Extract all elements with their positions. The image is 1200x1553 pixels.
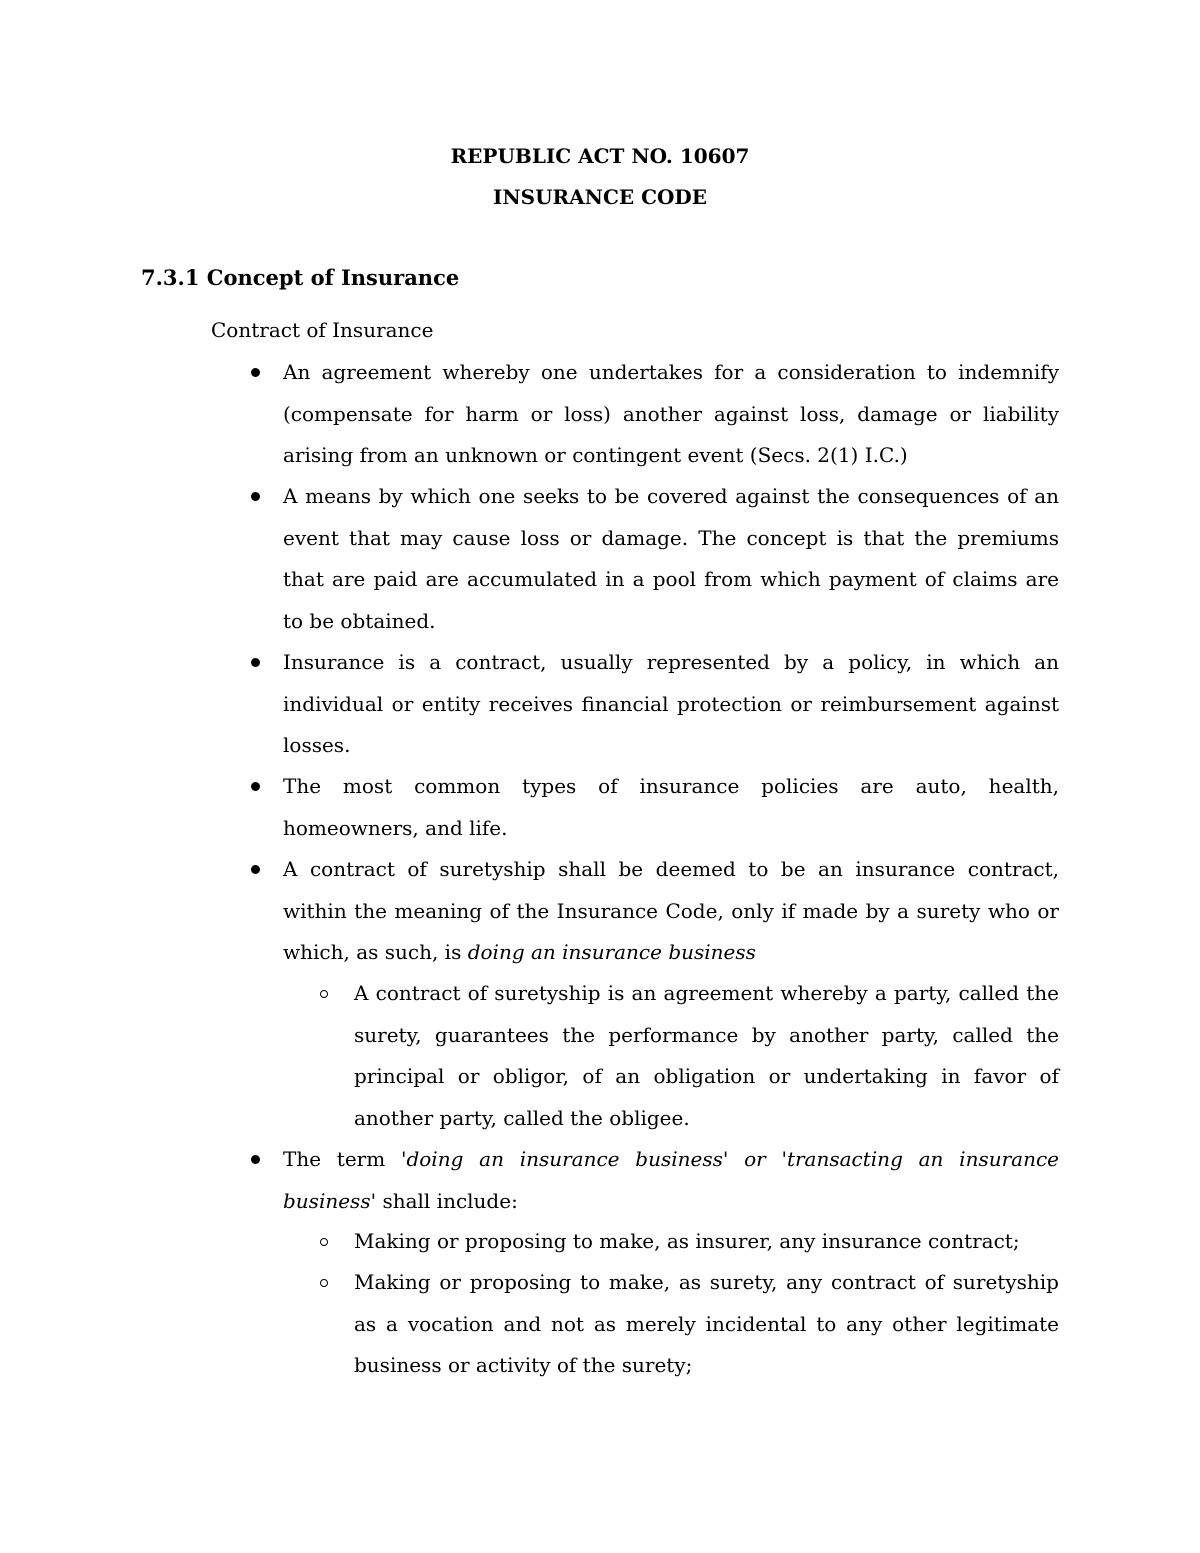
bullet-icon (251, 1155, 260, 1164)
list-item-italic: 'doing an insurance business' or 'transacting an insurance business' (283, 1147, 1060, 1213)
list-item: An agreement whereby one undertakes for a consideration to indemnify (compensate for harm or loss) another against loss, damage or liability arising from an unknown or contingent event (Secs. 2(1) I.C.) (283, 360, 1059, 467)
list-item: A means by which one seeks to be covered against the consequences of an event that may cause loss or damage. The concept is that the premiums that are paid are accumulated in a pool from which payment of claims are to be obtained. (283, 484, 1059, 633)
list-item-text: The term (283, 1147, 401, 1171)
bullet-icon (251, 368, 260, 377)
list-item-italic: doing an insurance business (467, 940, 756, 964)
act-title: REPUBLIC ACT NO. 10607 (450, 144, 750, 168)
code-title: INSURANCE CODE (493, 185, 707, 209)
bullet-icon (251, 492, 260, 501)
sub-bullet-icon (320, 1279, 328, 1287)
list-item (283, 1139, 1059, 1222)
section-heading: 7.3.1 Concept of Insurance (141, 265, 460, 290)
list-item-text-after: shall include: (376, 1188, 518, 1213)
list-item-text: A contract of suretyship shall be deemed to be an insurance contract, within the meaning of the Insurance Code, only if made by a surety who or which, as such, is (283, 857, 1059, 964)
bullet-icon (251, 782, 260, 791)
sub-list-item: A contract of suretyship is an agreement whereby a party, called the surety, guarantees the performance by another party, called the principal or obligor, of an obligation or undertaking in favor of another party, called the obligee. (354, 981, 1059, 1130)
list-item: Insurance is a contract, usually represented by a policy, in which an individual or entity receives financial protection or reimbursement against losses. (283, 650, 1059, 757)
bullet-icon (251, 658, 260, 667)
sub-list-item: Making or proposing to make, as surety, any contract of suretyship as a vocation and not as merely incidental to any other legitimate business or activity of the surety; (354, 1270, 1059, 1377)
sub-list-item: Making or proposing to make, as insurer, any insurance contract; (354, 1229, 1020, 1253)
list-item (283, 849, 1059, 974)
subheading: Contract of Insurance (211, 318, 434, 342)
sub-bullet-icon (320, 990, 328, 998)
bullet-icon (251, 865, 260, 874)
list-item: The most common types of insurance policies are auto, health, homeowners, and life. (283, 774, 1059, 840)
sub-bullet-icon (320, 1238, 328, 1246)
